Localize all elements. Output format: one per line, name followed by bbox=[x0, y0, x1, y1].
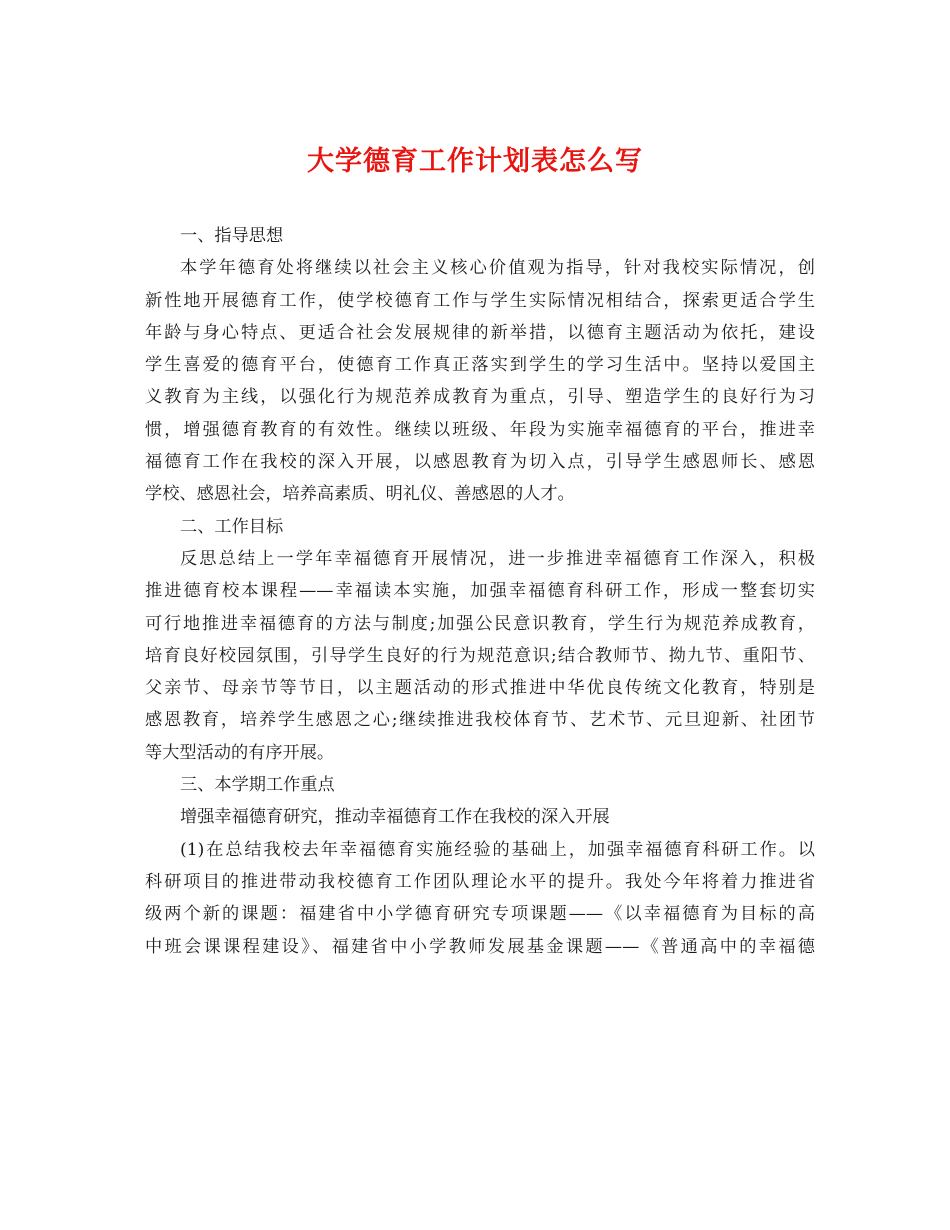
text-line: 二、工作目标 bbox=[180, 516, 284, 537]
text-line: 等大型活动的有序开展。 bbox=[145, 742, 335, 763]
text-line: 增强幸福德育研究，推动幸福德育工作在我校的深入开展 bbox=[180, 807, 610, 828]
text-line: 新性地开展德育工作，使学校德育工作与学生实际情况相结合，探索更适合学生 bbox=[145, 290, 815, 311]
text-line: 反思总结上一学年幸福德育开展情况，进一步推进幸福德育工作深入，积极 bbox=[180, 548, 815, 569]
text-line: 推进德育校本课程——幸福读本实施，加强幸福德育科研工作，形成一整套切实 bbox=[145, 581, 815, 602]
text-line: 感恩教育，培养学生感恩之心;继续推进我校体育节、艺术节、元旦迎新、社团节 bbox=[145, 710, 815, 731]
text-line: 一、指导思想 bbox=[180, 226, 284, 246]
text-line: 科研项目的推进带动我校德育工作团队理论水平的提升。我处今年将着力推进省 bbox=[145, 871, 815, 892]
text-line: 三、本学期工作重点 bbox=[180, 775, 335, 796]
text-line: 义教育为主线，以强化行为规范养成教育为重点，引导、塑造学生的良好行为习 bbox=[145, 387, 815, 408]
text-line: 培育良好校园氛围，引导学生良好的行为规范意识;结合教师节、拗九节、重阳节、 bbox=[145, 645, 815, 666]
text-line: 可行地推进幸福德育的方法与制度;加强公民意识教育，学生行为规范养成教育， bbox=[145, 613, 815, 634]
text-line: 学校、感恩社会，培养高素质、明礼仪、善感恩的人才。 bbox=[145, 484, 575, 505]
document-title: 大学德育工作计划表怎么写 bbox=[307, 146, 643, 177]
text-line: 年龄与身心特点、更适合社会发展规律的新举措，以德育主题活动为依托，建设 bbox=[145, 322, 815, 343]
text-line: 本学年德育处将继续以社会主义核心价值观为指导，针对我校实际情况，创 bbox=[180, 258, 815, 279]
text-line: 级两个新的课题：福建省中小学德育研究专项课题——《以幸福德育为目标的高 bbox=[145, 904, 815, 925]
text-line: 学生喜爱的德育平台，使德育工作真正落实到学生的学习生活中。坚持以爱国主 bbox=[145, 355, 815, 376]
text-line: 中班会课课程建设》、福建省中小学教师发展基金课题——《普通高中的幸福德 bbox=[145, 936, 815, 957]
text-line: 父亲节、母亲节等节日，以主题活动的形式推进中华优良传统文化教育，特别是 bbox=[145, 678, 815, 699]
text-line: 惯，增强德育教育的有效性。继续以班级、年段为实施幸福德育的平台，推进幸 bbox=[145, 419, 815, 440]
text-line: (1)在总结我校去年幸福德育实施经验的基础上，加强幸福德育科研工作。以 bbox=[180, 839, 815, 860]
text-line: 福德育工作在我校的深入开展，以感恩教育为切入点，引导学生感恩师长、感恩 bbox=[145, 452, 815, 473]
document-body bbox=[145, 220, 815, 963]
